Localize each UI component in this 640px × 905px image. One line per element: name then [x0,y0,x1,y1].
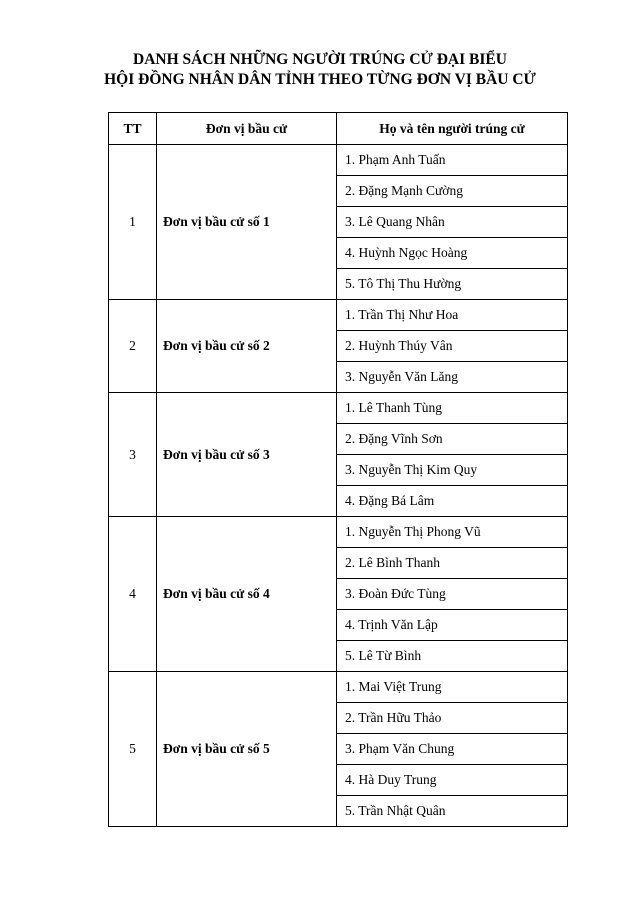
header-unit: Đơn vị bầu cử [157,113,337,145]
row-number: 5 [109,672,157,827]
table-row [109,145,568,176]
electoral-unit: Đơn vị bầu cử số 2 [157,300,337,393]
delegate-name: 2. Trần Hữu Thảo [337,703,568,734]
delegate-name: 1. Mai Việt Trung [337,672,568,703]
delegate-name: 1. Lê Thanh Tùng [337,393,568,424]
delegate-name: 2. Đặng Mạnh Cường [337,176,568,207]
electoral-unit: Đơn vị bầu cử số 5 [157,672,337,827]
delegate-name: 1. Phạm Anh Tuấn [337,145,568,176]
delegate-name: 3. Đoàn Đức Tùng [337,579,568,610]
electoral-unit: Đơn vị bầu cử số 1 [157,145,337,300]
delegate-name: 4. Trịnh Văn Lập [337,610,568,641]
delegate-name: 4. Huỳnh Ngọc Hoàng [337,238,568,269]
document-title [0,50,640,90]
delegate-name: 3. Nguyễn Thị Kim Quy [337,455,568,486]
table-row [109,517,568,548]
table-row [109,672,568,703]
row-number: 3 [109,393,157,517]
table-row [109,300,568,331]
delegate-name: 5. Lê Từ Bình [337,641,568,672]
title-line-1: DANH SÁCH NHỮNG NGƯỜI TRÚNG CỬ ĐẠI BIỂU [133,51,507,68]
delegate-name: 3. Nguyễn Văn Lăng [337,362,568,393]
elected-delegates-table [108,112,568,827]
delegate-name: 2. Huỳnh Thúy Vân [337,331,568,362]
row-number: 1 [109,145,157,300]
electoral-unit: Đơn vị bầu cử số 4 [157,517,337,672]
table-header-row [109,113,568,145]
row-number: 4 [109,517,157,672]
delegate-name: 2. Đặng Vĩnh Sơn [337,424,568,455]
delegate-name: 5. Tô Thị Thu Hường [337,269,568,300]
title-line-2: HỘI ĐỒNG NHÂN DÂN TỈNH THEO TỪNG ĐƠN VỊ BẦU CỬ [104,71,536,88]
header-names: Họ và tên người trúng cử [337,113,568,145]
table-body [109,145,568,827]
electoral-unit: Đơn vị bầu cử số 3 [157,393,337,517]
delegate-name: 1. Nguyễn Thị Phong Vũ [337,517,568,548]
delegate-name: 3. Phạm Văn Chung [337,734,568,765]
row-number: 2 [109,300,157,393]
table-row [109,393,568,424]
delegate-name: 5. Trần Nhật Quân [337,796,568,827]
delegate-name: 1. Trần Thị Như Hoa [337,300,568,331]
delegate-name: 4. Đặng Bá Lâm [337,486,568,517]
delegate-name: 4. Hà Duy Trung [337,765,568,796]
delegate-name: 2. Lê Bình Thanh [337,548,568,579]
header-tt: TT [109,113,157,145]
delegate-name: 3. Lê Quang Nhân [337,207,568,238]
